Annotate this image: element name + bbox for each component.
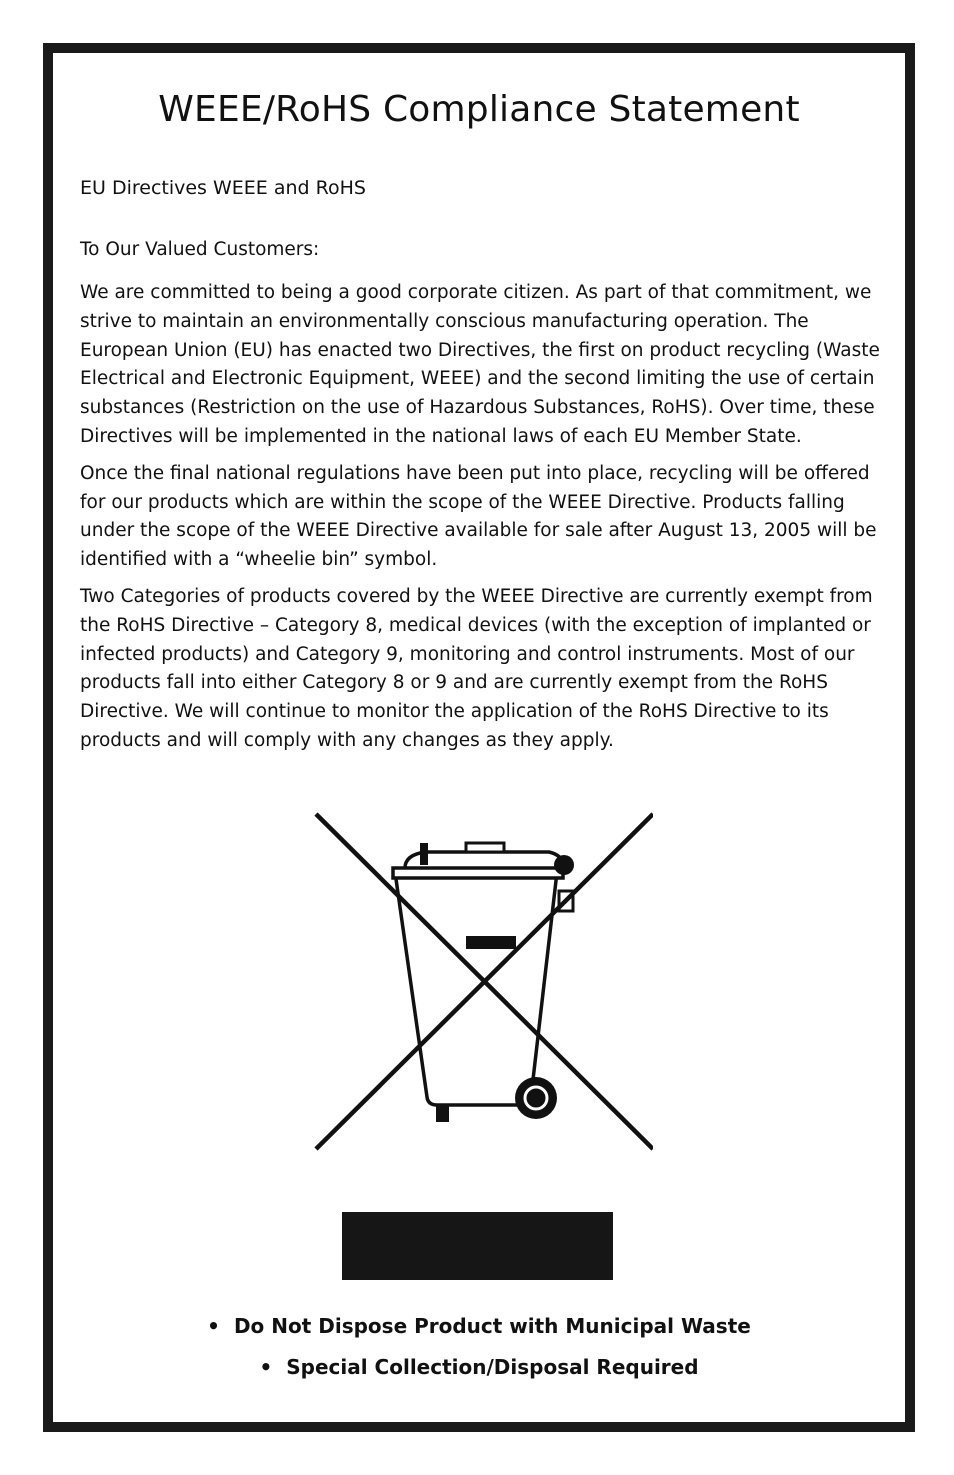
statement-body (80, 237, 880, 764)
lid-handle (466, 843, 504, 852)
bullet-text: Do Not Dispose Product with Municipal Waste (233, 1314, 751, 1338)
bullet-text: Special Collection/Disposal Required (286, 1355, 699, 1379)
salutation: To Our Valued Customers: (80, 239, 320, 260)
bin-label-slot (466, 936, 516, 949)
bin-wheel (515, 1077, 557, 1119)
bin-foot (436, 1104, 449, 1122)
disposal-instructions (53, 1313, 905, 1395)
page-title: WEEE/RoHS Compliance Statement (158, 89, 800, 130)
crossed-out-wheelie-bin-icon (309, 807, 653, 1153)
lid-hinge-right (554, 855, 574, 875)
bin-lid (405, 852, 565, 868)
bullet-glyph: • (207, 1314, 220, 1338)
bullet-glyph: • (259, 1355, 273, 1379)
paragraph-exemptions: Two Categories of products covered by the WEEE Directive are currently exempt from the RoHS Directive – Category 8, medical devices (with the exception of implanted or infected products) and Category 9, monitoring and control instruments. Most of our products fall into either Category 8 or 9 and are currently exempt from the RoHS Directive. We will continue to monitor the application of the RoHS Directive to its products and will comply with any changes as they apply. (80, 585, 873, 751)
document-frame (43, 43, 915, 1432)
list-item (53, 1313, 905, 1339)
solid-bar-marking (342, 1212, 613, 1280)
bin-rim (393, 868, 563, 878)
paragraph-recycling: Once the final national regulations have been put into place, recycling will be offered for our products which are within the scope of the WEEE Directive. Products falling under the scope of the WEEE Directive available for sale after August 13, 2005 will be identified with a “wheelie bin” symbol. (80, 462, 877, 571)
document-subtitle: EU Directives WEEE and RoHS (80, 177, 366, 199)
lid-hinge-left (420, 843, 428, 865)
paragraph-commitment: We are committed to being a good corporate citizen. As part of that commitment, we strive to maintain an environmentally conscious manufacturing operation. The European Union (EU) has enacted two Directives, the first on product recycling (Waste Electrical and Electronic Equipment, WEEE) and the second limiting the use of certain substances (Restriction on the use of Hazardous Substances, RoHS). Over time, these Directives will be implemented in the national laws of each EU Member State. (80, 282, 880, 447)
list-item (53, 1354, 905, 1380)
